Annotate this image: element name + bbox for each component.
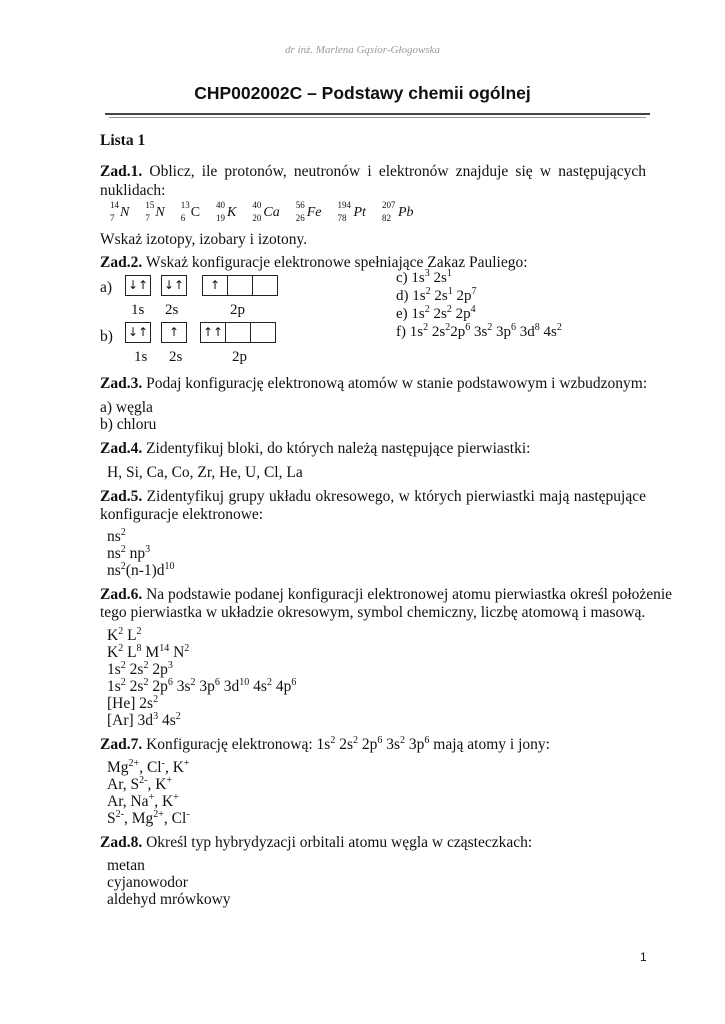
orbital-box-a-2p: ↑ xyxy=(202,275,278,296)
orbital-box-b-1s: ↓↑ xyxy=(125,322,151,343)
nuclide: 56 26 Fe xyxy=(295,200,322,223)
zad2-label: Zad.2. xyxy=(100,254,143,271)
zad2-a-label: a) xyxy=(100,279,113,296)
nuclide: 14 7 N xyxy=(110,200,130,223)
page-number: 1 xyxy=(640,950,647,964)
option-c: c) $1s^3$ $2s^1$ xyxy=(396,268,452,286)
zad1-line2: nuklidach: xyxy=(100,182,166,199)
zad8-label: Zad.8. xyxy=(100,834,143,851)
zad6-line1 xyxy=(100,585,673,604)
sublevel-label: 2s xyxy=(165,302,179,318)
sublevel-label: 2s xyxy=(169,349,183,365)
zad1-line1 xyxy=(100,162,646,181)
zad2-text: Wskaż konfiguracje elektronowe spełniające Zakaz Pauliego: xyxy=(142,254,528,271)
config-item: $ns^2$ xyxy=(107,527,126,545)
zad4-line xyxy=(100,439,646,458)
zad3-label: Zad.3. xyxy=(100,375,143,392)
orbital-box-b-2p: ↑↑ xyxy=(200,322,276,343)
list-title: Lista 1 xyxy=(100,132,146,149)
sublevel-label: 1s xyxy=(131,302,145,318)
zad1-text: Oblicz, ile protonów, neutronów i elektronów znajduje się w następujących xyxy=(142,163,646,180)
nuclide: 207 82 Pb xyxy=(381,200,414,223)
zad7-text-end: mają atomy i jony: xyxy=(429,736,550,753)
option-e: e) $1s^2$ $2s^2$ $2p^4$ xyxy=(396,304,476,322)
zad7-line: Zad.7. Konfigurację elektronową: $1s^2$ $2s^2$ $2p^6$ $3s^2$ $3p^6$ mają atomy i jony: xyxy=(100,735,550,753)
zad3-text: Podaj konfigurację elektronową atomów w stanie podstawowym i wzbudzonym: xyxy=(142,375,648,392)
config-item: $1s^2$ $2s^2$ $2p^6$ $3s^2$ $3p^6$ $3d^{10}$ $4s^2$ $4p^6$ xyxy=(107,677,297,695)
orbital-box-b-2s: ↑ xyxy=(161,322,187,343)
zad7-text: Konfigurację elektronową: xyxy=(142,736,313,753)
nuclide: 194 78 Pt xyxy=(337,200,366,223)
zad3-line xyxy=(100,374,646,393)
zad7-label: Zad.7. xyxy=(100,736,143,753)
zad6-line2: tego pierwiastka w układzie okresowym, symbol chemiczny, liczbę atomową i masową. xyxy=(100,604,646,621)
zad5-label: Zad.5. xyxy=(100,488,143,505)
zad4-elements: H, Si, Ca, Co, Zr, He, U, Cl, La xyxy=(107,464,303,481)
zad6-text: Na podstawie podanej konfiguracji elektronowej atomu pierwiastka określ położenie xyxy=(142,586,673,603)
zad6-label: Zad.6. xyxy=(100,586,143,603)
orbital-box-a-2s: ↓↑ xyxy=(161,275,187,296)
config-item: $K^2$ $L^2$ xyxy=(107,626,142,644)
config-item: $K^2$ $L^8$ $M^{14}$ $N^2$ xyxy=(107,643,190,661)
sublevel-label: 1s xyxy=(134,349,148,365)
zad2-b-label: b) xyxy=(100,328,113,345)
zad8-line xyxy=(100,833,646,852)
nuclide: 40 20 Ca xyxy=(252,200,280,223)
sublevel-label: 2p xyxy=(232,349,247,365)
molecule-item: cyjanowodor xyxy=(107,874,188,891)
zad8-text: Określ typ hybrydyzacji orbitali atomu węgla w cząsteczkach: xyxy=(142,834,533,851)
title-rule-shadow xyxy=(109,117,646,118)
nuclide: 15 7 N xyxy=(145,200,165,223)
page-header-author: dr inż. Marlena Gąsior-Głogowska xyxy=(284,44,440,56)
zad2-line xyxy=(100,253,646,272)
config-item: [Ar] $3d^3$ $4s^2$ xyxy=(107,711,181,729)
sublevel-label: 2p xyxy=(230,302,245,318)
zad3-item: b) chloru xyxy=(100,416,157,433)
nuclide: 40 19 K xyxy=(216,200,237,223)
molecule-item: aldehyd mrówkowy xyxy=(107,891,231,908)
config-item: $1s^2$ $2s^2$ $2p^3$ xyxy=(107,660,173,678)
ion-set: Ar, Na+, K+ xyxy=(107,792,179,810)
config-item: $ns^2$ $np^3$ xyxy=(107,544,151,562)
option-d: d) $1s^2$ $2s^1$ $2p^7$ xyxy=(396,286,477,304)
molecule-item: metan xyxy=(107,857,145,874)
ion-set: Ar, $S^{2-}$, K+ xyxy=(107,775,173,793)
zad5-text: Zidentyfikuj grupy układu okresowego, w których pierwiastki mają następujące xyxy=(142,488,646,505)
zad5-line1 xyxy=(100,487,646,506)
zad1-after: Wskaż izotopy, izobary i izotony. xyxy=(100,231,308,248)
zad2-options xyxy=(396,269,562,341)
zad3-item: a) węgla xyxy=(100,399,153,416)
nuclide: 13 6 C xyxy=(180,200,201,223)
nuclide-list xyxy=(110,200,426,223)
zad4-label: Zad.4. xyxy=(100,440,143,457)
option-f: f) $1s^2$ $2s^22p^6$ $3s^2$ $3p^6$ $3d^8$ $4s^2$ xyxy=(396,322,562,340)
ion-set: $S^{2-}$, $Mg^{2+}$, Cl- xyxy=(107,809,190,827)
config-item: [He] $2s^2$ xyxy=(107,694,159,712)
title-rule xyxy=(105,113,650,115)
orbital-box-a-1s: ↓↑ xyxy=(125,275,151,296)
config-item: $ns^2(n-1)d^{10}$ xyxy=(107,561,175,579)
zad5-line2: konfiguracje elektronowe: xyxy=(100,506,264,523)
zad4-text: Zidentyfikuj bloki, do których należą następujące pierwiastki: xyxy=(142,440,531,457)
document-title: CHP002002C – Podstawy chemii ogólnej xyxy=(194,83,531,103)
ion-set: $Mg^{2+}$, Cl-, K+ xyxy=(107,758,190,776)
zad1-label: Zad.1. xyxy=(100,163,143,180)
